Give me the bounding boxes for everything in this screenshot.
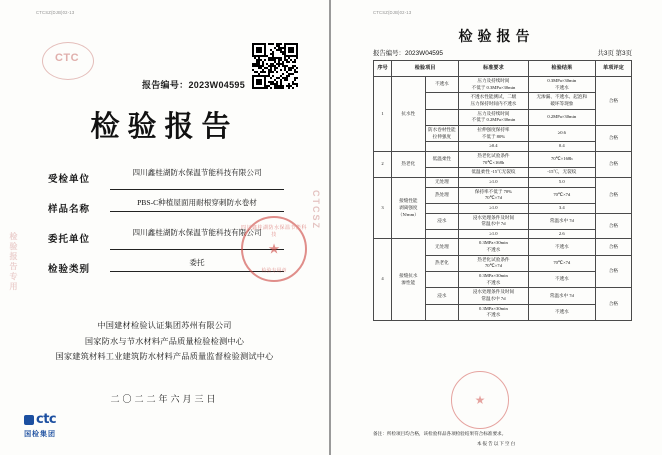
cell-requirement: 拉伸强度保持率 不低于 80% (459, 125, 529, 141)
cell-sub-item: 不透水 (425, 77, 459, 93)
qr-code-icon[interactable] (251, 42, 299, 90)
form-row-inspection-type (48, 258, 284, 280)
cell-sub-item (425, 203, 459, 213)
cell-sub-item: 低温柔性 (425, 151, 459, 167)
form-row-sample-name (48, 198, 284, 220)
cell-requirement: 保持率不低于 70% 70℃×7d (459, 187, 529, 203)
cell-result: 常温水中 7d (528, 213, 595, 229)
organization-line-3: 国家建筑材料工业建筑防水材料产品质量监督检验测试中心 (55, 352, 274, 362)
cell-requirement: 浸水处理条件及时间 常温水中 7d (459, 288, 529, 304)
cell-judgement: 合格 (595, 255, 631, 288)
label-inspection-type: 检验类别 (48, 265, 91, 275)
cell-result: 2.6 (528, 229, 595, 239)
cell-sub-item (425, 109, 459, 125)
cell-sub-item (425, 142, 459, 152)
cell-sub-item: 无处理 (425, 239, 459, 255)
cell-result: 不透水 (528, 304, 595, 320)
watermark-vertical-left: 检验报告专用 (9, 232, 18, 292)
cell-requirement: ≥1.0 (459, 229, 529, 239)
cell-result: 0.4 (528, 142, 595, 152)
cell-result: 常温水中 7d (528, 288, 595, 304)
report-number-label: 报告编号： (141, 80, 189, 90)
th-requirement: 标准要求 (459, 61, 529, 77)
cell-result: 不透水 (528, 272, 595, 288)
table-row (374, 77, 632, 93)
page-title: 检验报告 (90, 111, 239, 143)
cell-requirement: 0.3MPa×30min 不透水 (459, 272, 529, 288)
cell-requirement: 低温柔性 -15℃无裂纹 (459, 168, 529, 178)
value-sample-name: PBS-C种植屋面用耐根穿刺防水卷材 (110, 198, 284, 212)
cell-judgement: 合格 (595, 125, 631, 151)
report-number-value: 2023W04595 (188, 80, 245, 90)
cell-requirement: ≥1.0 (459, 203, 529, 213)
table-footer: 本报告以下空白 (476, 441, 517, 446)
table-note (373, 431, 632, 437)
cell-result: 0.3MPa×30min 不透水 (528, 77, 595, 93)
seal-star-icon-right: ★ (474, 393, 486, 407)
th-no: 序号 (374, 61, 392, 77)
cell-no: 2 (374, 151, 392, 177)
cell-result: -15℃，无裂纹 (528, 168, 595, 178)
cell-result: 不透水 (528, 239, 595, 255)
cell-result: 70℃×7d (528, 187, 595, 203)
cell-requirement: ≥1.0 (459, 177, 529, 187)
report-table-page (331, 0, 662, 455)
cell-no: 1 (374, 77, 392, 152)
cell-requirement: 0.3MPa×30min 不透水 (459, 239, 529, 255)
cover-form (48, 168, 284, 288)
logo-square-icon (24, 415, 34, 425)
red-seal-stamp-right (451, 371, 509, 429)
cell-item: 抗水性 (392, 77, 426, 152)
cell-sub-item: 浸水 (425, 288, 459, 304)
cell-judgement: 合格 (595, 239, 631, 255)
value-inspection-type: 委托 (110, 258, 284, 272)
organization-line-2: 国家防水与节水材料产品质量检验检测中心 (84, 336, 245, 346)
logo-chinese-name: 国检集团 (24, 431, 57, 438)
seal-star-icon: ★ (267, 240, 281, 257)
cell-no: 3 (374, 177, 392, 239)
page-indicator: 共3页 第3页 (597, 50, 632, 57)
report-number-right-value: 2023W04595 (404, 50, 443, 57)
cell-sub-item: 浸水 (425, 213, 459, 229)
cell-judgement: 合格 (595, 288, 631, 321)
label-client-unit: 委托单位 (48, 235, 91, 245)
note-text: 所检项目均合格，该检验样品各项检验结果符合标准要求。 (386, 431, 507, 436)
ctc-watermark-text: CTC (54, 52, 80, 64)
th-result: 检验结果 (528, 61, 595, 77)
cell-sub-item (425, 272, 459, 288)
cell-sub-item: 热老化 (425, 255, 459, 271)
cell-requirement: 0.3MPa×30min 不透水 (459, 304, 529, 320)
document-code-right: CTCSZ(DJB)02-13 (373, 10, 412, 15)
table-body (374, 77, 632, 321)
cell-no: 4 (374, 239, 392, 321)
cell-result: 3.4 (528, 203, 595, 213)
issue-date: 二〇二二年六月三日 (110, 394, 219, 404)
report-number-right-label: 报告编号： (373, 50, 405, 57)
cell-result: ≥0.6 (528, 125, 595, 141)
cell-result: 70℃×7d (528, 255, 595, 271)
cell-judgement: 合格 (595, 213, 631, 239)
th-item: 检验项目 (392, 61, 459, 77)
cell-sub-item (425, 168, 459, 178)
report-table-title: 检验报告 (458, 30, 535, 45)
seal-top-text: 四川鑫桂湖防水保温节能科技 (241, 225, 308, 238)
cell-requirement: 热老化试验条件 70℃×168h (459, 151, 529, 167)
cell-sub-item (425, 93, 459, 109)
label-inspected-unit: 受检单位 (48, 175, 91, 185)
value-client-unit: 四川鑫桂湖防水保温节能科技有限公司 (110, 228, 284, 250)
form-row-client-unit (48, 228, 284, 250)
ctc-logo (24, 412, 56, 439)
cell-result: 0.2MPa×30min (528, 109, 595, 125)
cell-result: 5.0 (528, 177, 595, 187)
cell-item: 接缝性能 剥离强度 （N/mm） (392, 177, 426, 239)
document-code-left: CTCSZ(DJB)02-13 (36, 10, 75, 15)
report-cover-page (0, 0, 329, 455)
cell-requirement: ≥0.4 (459, 142, 529, 152)
cell-item: 热老化 (392, 151, 426, 177)
organization-line-1: 中国建材检验认证集团苏州有限公司 (97, 321, 232, 330)
cell-sub-item: 热处理 (425, 187, 459, 203)
th-judge: 单项评定 (595, 61, 631, 77)
cell-result: 70℃×168h (528, 151, 595, 167)
issuing-organizations (0, 318, 329, 365)
cell-sub-item: 防水卷材性能 拉伸强度 (425, 125, 459, 141)
value-inspected-unit: 四川鑫桂湖防水保温节能科技有限公司 (110, 168, 284, 190)
report-number (142, 78, 245, 91)
watermark-vertical-right: CTCSZ (311, 190, 321, 230)
results-table-wrapper (373, 60, 632, 321)
table-row (374, 239, 632, 255)
table-row (374, 151, 632, 167)
cell-sub-item (425, 229, 459, 239)
ctc-watermark-stamp (42, 42, 94, 80)
table-row (374, 177, 632, 187)
cell-requirement: 压力及持续时间 不低于 0.2MPa×30min (459, 109, 529, 125)
note-label: 备注： (373, 431, 387, 436)
report-number-right (373, 48, 443, 57)
inspection-results-table (373, 60, 632, 321)
cell-requirement: 压力及持续时间 不低于 0.3MPa×30min (459, 77, 529, 93)
cell-result: 无渗漏、不透水、起泡和 破坏等现象 (528, 93, 595, 109)
cell-item: 接缝抗水 渗性能 (392, 239, 426, 321)
table-header-row (374, 61, 632, 77)
seal-bottom-text: 检验专用章 (261, 268, 287, 274)
cell-judgement: 合格 (595, 77, 631, 126)
logo-wordmark: ctc (36, 412, 57, 427)
form-row-inspected-unit (48, 168, 284, 190)
label-sample-name: 样品名称 (48, 205, 91, 215)
report-meta-line (373, 48, 632, 57)
cell-requirement: 热老化试验条件 70℃×7d (459, 255, 529, 271)
cell-sub-item: 无处理 (425, 177, 459, 187)
cell-requirement: 不透水性能测试，二级 压力保持时间内不透水 (459, 93, 529, 109)
cell-judgement: 合格 (595, 151, 631, 177)
cell-judgement: 合格 (595, 177, 631, 213)
cell-requirement: 浸水处理条件及时间 常温水中 7d (459, 213, 529, 229)
cell-sub-item (425, 304, 459, 320)
